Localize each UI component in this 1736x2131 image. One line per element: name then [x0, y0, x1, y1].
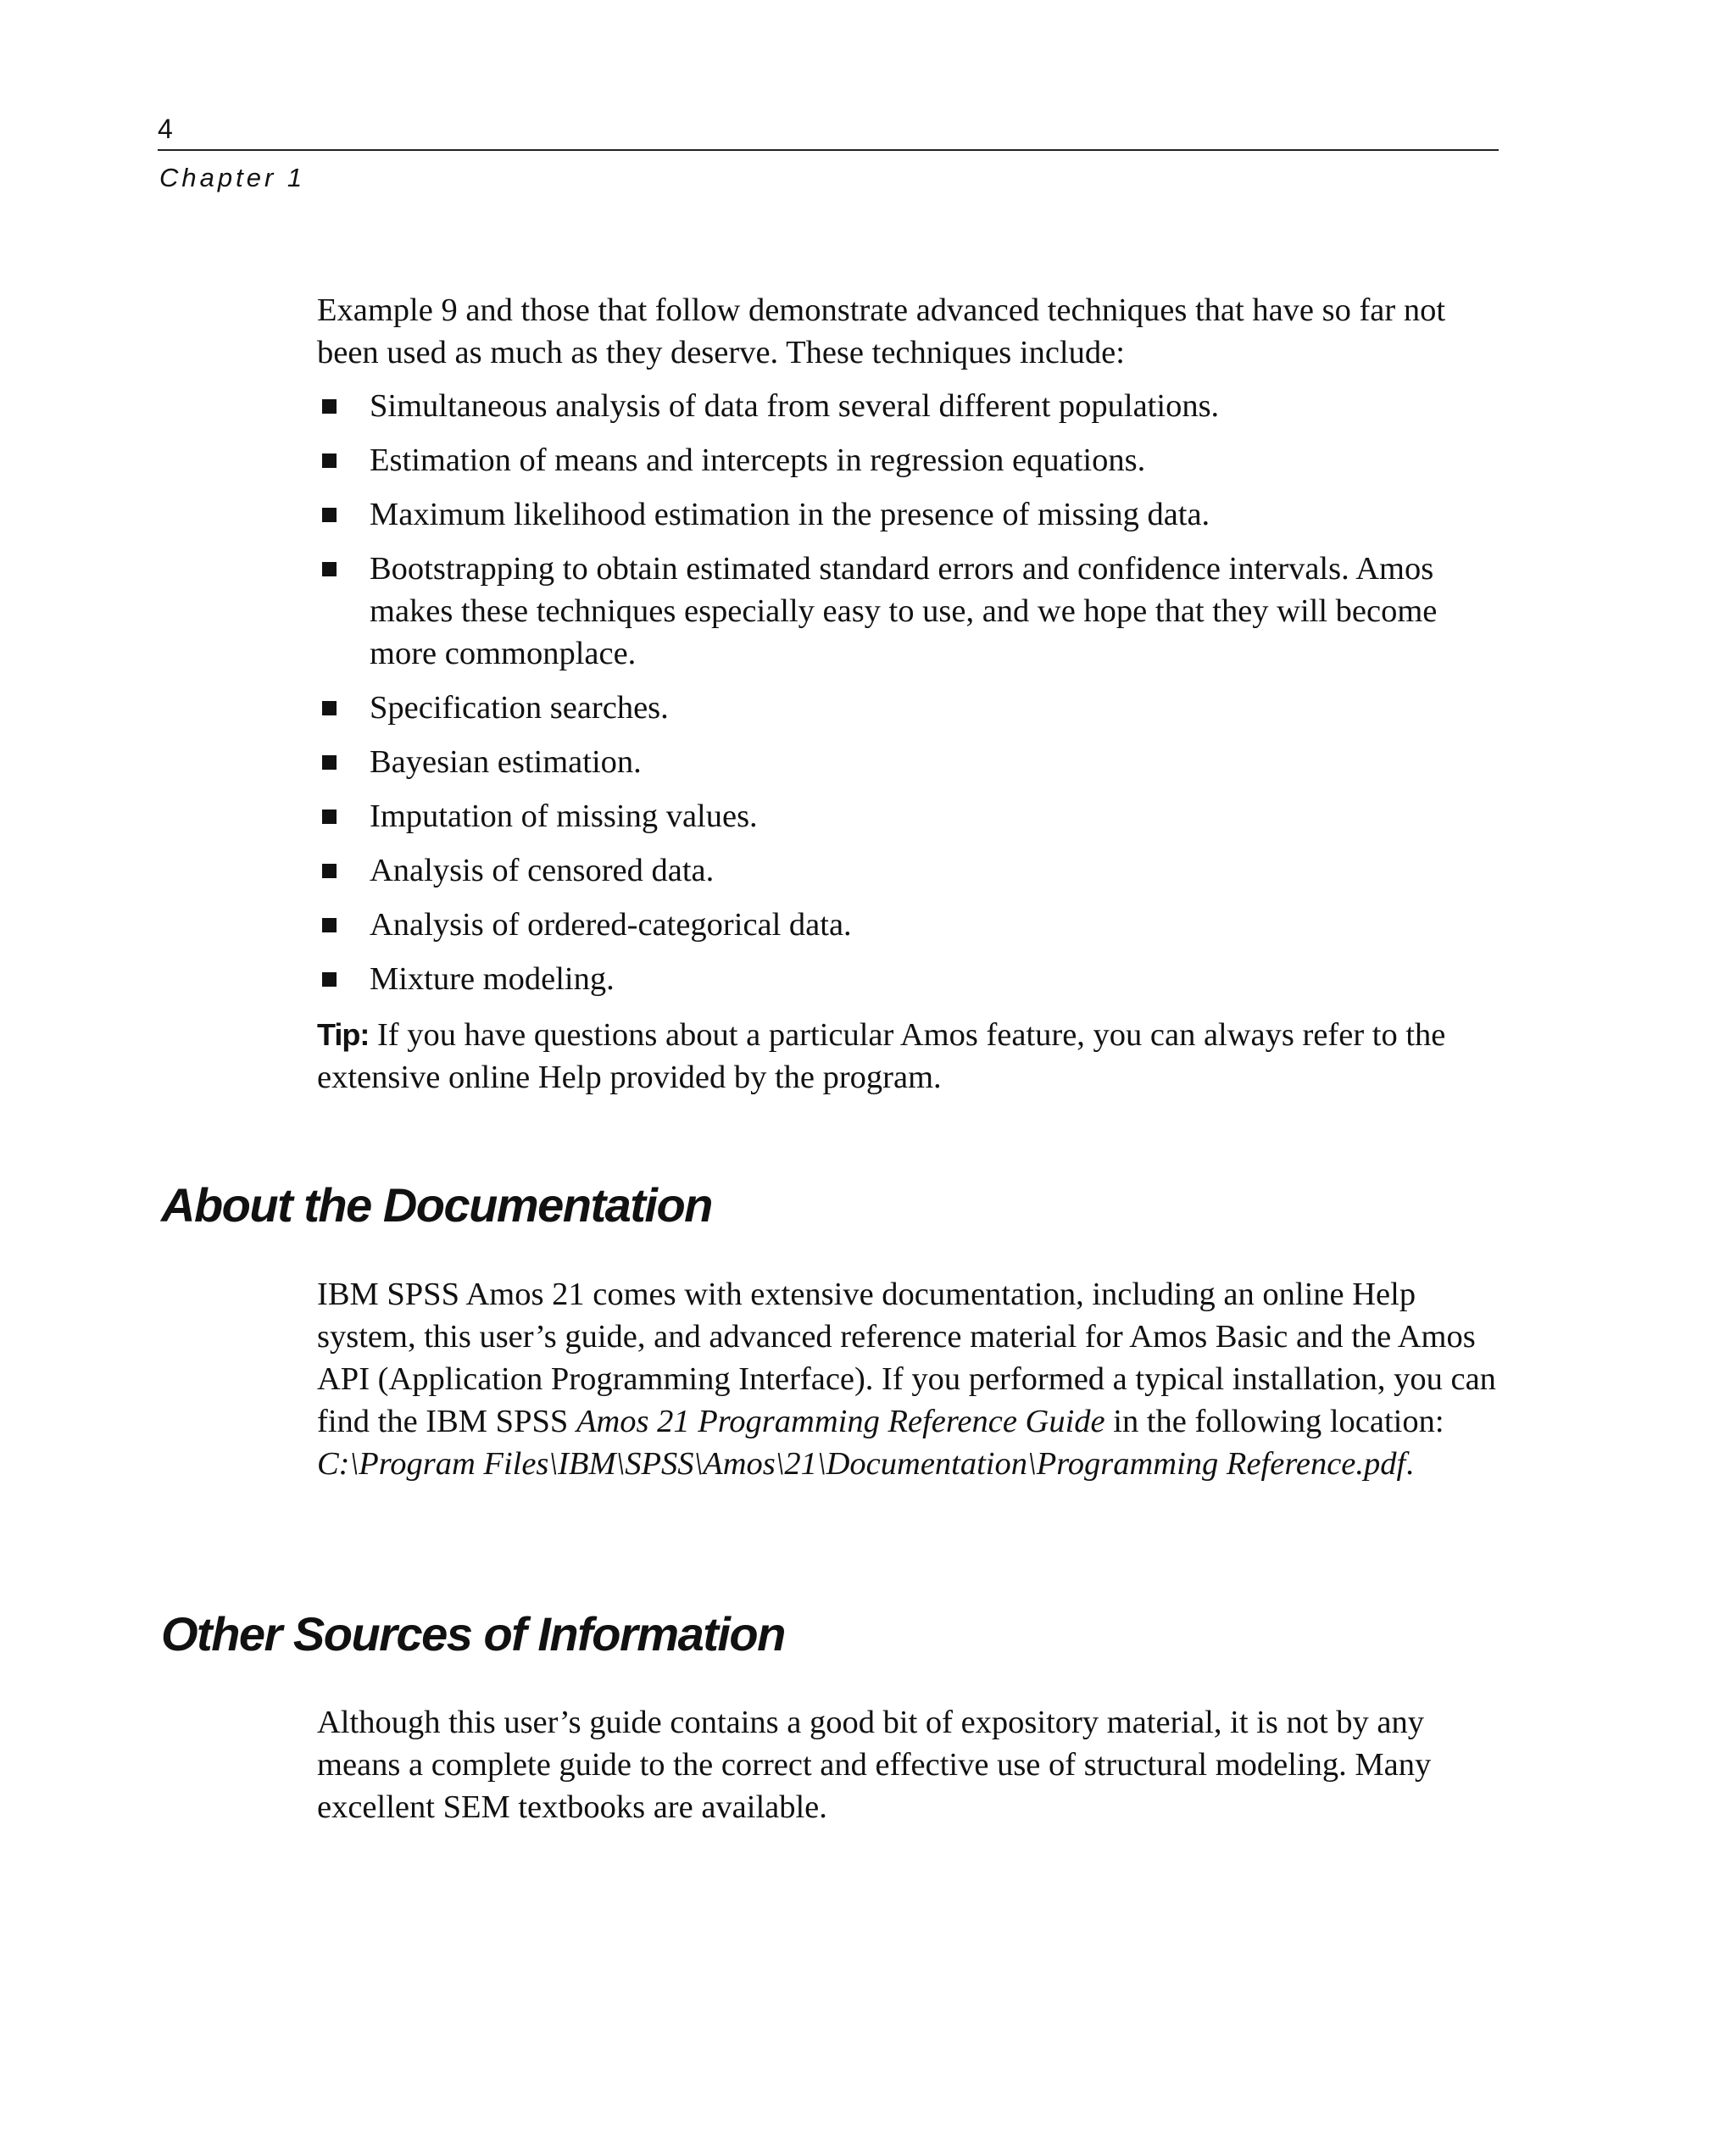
guide-title: Amos 21 Programming Reference Guide	[576, 1404, 1105, 1439]
documentation-text: IBM SPSS Amos 21 comes with extensive documentation, including an online Help system, this user’s guide, and advanced reference material for Amos Basic and the Amos API (Application Programming Interface). If you performed a typical installation, you can find the IBM SPSS	[317, 1277, 1496, 1439]
square-bullet-icon	[322, 399, 337, 414]
list-item	[317, 385, 1504, 427]
header-rule	[158, 149, 1499, 151]
chapter-label: Chapter 1	[159, 163, 306, 192]
section-heading-other-sources: Other Sources of Information	[161, 1607, 785, 1661]
list-item	[317, 493, 1504, 536]
list-item-text: Imputation of missing values.	[370, 798, 758, 834]
list-item-text: Mixture modeling.	[370, 961, 615, 997]
list-item-text: Bootstrapping to obtain estimated standard errors and confidence intervals. Amos makes these techniques especially easy to use, and we hope that they will become more commonplace.	[370, 551, 1438, 671]
square-bullet-icon	[322, 918, 337, 932]
techniques-list	[317, 385, 1504, 1012]
list-item-text: Analysis of censored data.	[370, 853, 715, 888]
square-bullet-icon	[322, 810, 337, 824]
tip-label: Tip:	[317, 1017, 370, 1052]
tip-text: If you have questions about a particular Amos feature, you can always refer to the extensive online Help provided by the program.	[317, 1017, 1446, 1095]
section-heading-documentation: About the Documentation	[161, 1178, 712, 1232]
square-bullet-icon	[322, 972, 337, 987]
intro-paragraph: Example 9 and those that follow demonstrate advanced techniques that have so far not been used as much as they deserve. These techniques include:	[317, 292, 1446, 370]
list-item-text: Specification searches.	[370, 690, 669, 726]
page-number: 4	[158, 114, 173, 144]
list-item-text: Bayesian estimation.	[370, 744, 642, 780]
list-item	[317, 849, 1504, 892]
square-bullet-icon	[322, 453, 337, 468]
list-item	[317, 904, 1504, 946]
list-item	[317, 548, 1504, 675]
documentation-text: in the following location:	[1104, 1404, 1444, 1439]
square-bullet-icon	[322, 562, 337, 576]
list-item-text: Maximum likelihood estimation in the presence of missing data.	[370, 497, 1210, 532]
documentation-text: .	[1405, 1446, 1414, 1482]
list-item	[317, 795, 1504, 837]
list-item-text: Analysis of ordered-categorical data.	[370, 907, 852, 943]
documentation-paragraph	[317, 1273, 1504, 1485]
file-path: C:\Program Files\IBM\SPSS\Amos\21\Documentation\Programming Reference.pdf	[317, 1446, 1406, 1482]
list-item-text: Estimation of means and intercepts in regression equations.	[370, 442, 1146, 478]
square-bullet-icon	[322, 701, 337, 715]
list-item	[317, 687, 1504, 729]
tip-paragraph	[317, 1014, 1504, 1099]
list-item	[317, 439, 1504, 481]
list-item-text: Simultaneous analysis of data from several different populations.	[370, 388, 1220, 424]
list-item	[317, 741, 1504, 783]
list-item	[317, 958, 1504, 1000]
square-bullet-icon	[322, 864, 337, 878]
other-sources-paragraph: Although this user’s guide contains a good bit of expository material, it is not by any means a complete guide to the correct and effective use of structural modeling. Many excellent SEM textbooks are available.	[317, 1705, 1432, 1825]
square-bullet-icon	[322, 755, 337, 770]
square-bullet-icon	[322, 508, 337, 522]
